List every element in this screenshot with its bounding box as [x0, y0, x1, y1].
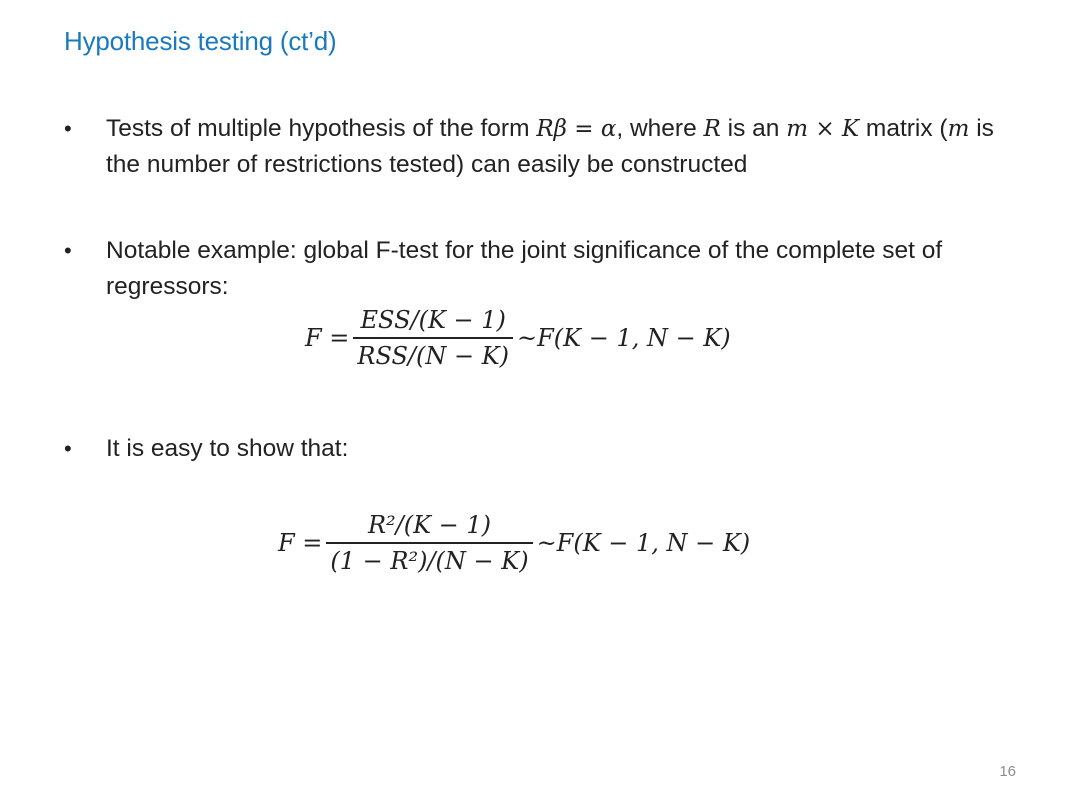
bullet-item-global-f-test	[64, 233, 1024, 313]
equation-fraction	[353, 306, 513, 370]
bullet-text-part: Tests of multiple hypothesis of the form	[106, 115, 537, 142]
equation-numerator: ESS/(K − 1)	[360, 306, 506, 334]
bullet-dot: •	[64, 116, 72, 141]
bullet-dot: •	[64, 238, 72, 263]
equation-distribution: ~F(K − 1, N − K)	[517, 323, 731, 352]
bullet-text	[106, 111, 1026, 183]
equation-f-statistic-r-squared	[278, 511, 750, 575]
equation-lhs: F =	[305, 323, 350, 352]
bullet-text: It is easy to show that:	[106, 435, 349, 462]
equation-distribution: ~F(K − 1, N − K)	[536, 528, 751, 557]
math-inline: Rβ = α	[536, 116, 617, 142]
equation-f-statistic-ess-rss	[305, 306, 731, 370]
math-inline: R	[703, 116, 721, 142]
bullet-text-part: , where	[616, 115, 704, 142]
slide-title: Hypothesis testing (ct’d)	[64, 26, 337, 56]
equation-lhs: F =	[278, 528, 323, 557]
equation-numerator: R²/(K − 1)	[367, 511, 492, 539]
bullet-item-multiple-hypothesis	[64, 111, 1024, 191]
math-inline: m	[947, 116, 970, 142]
bullet-text: Notable example: global F-test for the joint significance of the complete set of regressors:	[106, 237, 943, 300]
bullet-dot: •	[64, 436, 72, 461]
bullet-item-easy-to-show	[64, 431, 1024, 471]
page-number: 16	[999, 763, 1016, 780]
bullet-text-part: is the number of restrictions tested) can easily be constructed	[106, 115, 994, 178]
bullet-text-part: matrix (	[859, 115, 948, 142]
math-inline: m × K	[786, 116, 860, 142]
bullet-text-part: is an	[720, 115, 787, 142]
equation-fraction	[326, 511, 532, 575]
equation-denominator: (1 − R²)/(N − K)	[330, 546, 529, 575]
equation-denominator: RSS/(N − K)	[357, 341, 510, 370]
